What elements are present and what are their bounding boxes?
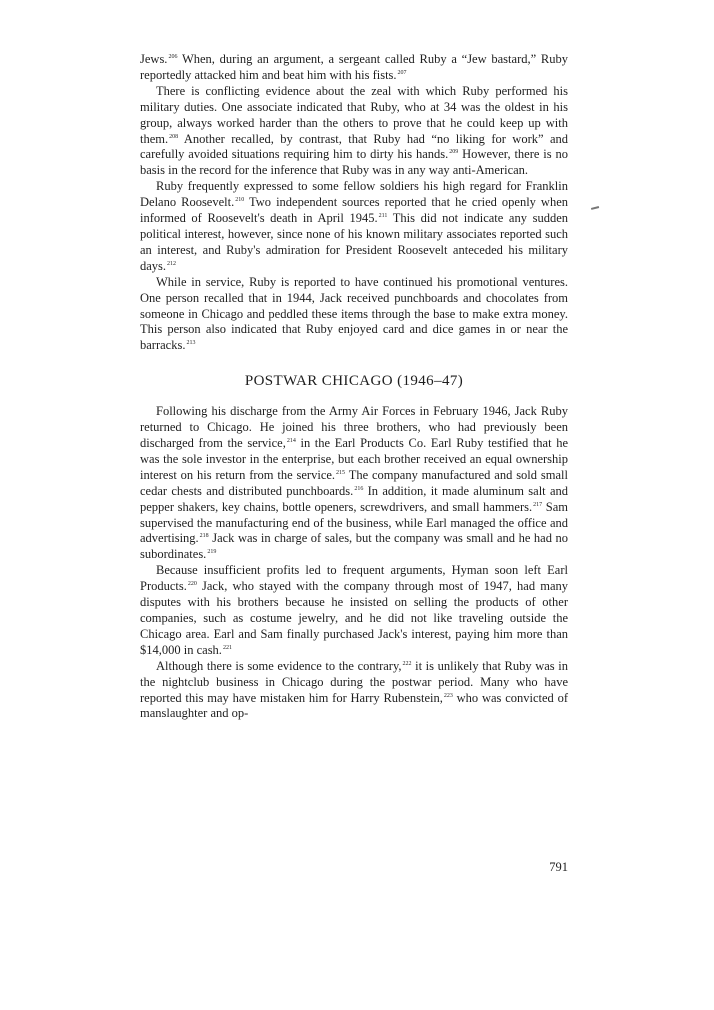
- page-body: [140, 52, 568, 722]
- text-run: in the Earl Products Co. Earl Ruby testified that he was the sole investor in the enterprise, but each brother received an equal ownership interest on his return from the service.: [140, 436, 568, 482]
- footnote-ref: 223: [443, 692, 453, 699]
- footnote-ref: 220: [187, 581, 197, 588]
- text-run: Jack, who stayed with the company through most of 1947, had many disputes with his brothers because he insisted on selling the products of other companies, such as costume jewelry, and he did not like traveling outside the Chicago area. Earl and Sam finally purchased Jack's interest, paying him more than $14,000 in cash.: [140, 579, 568, 657]
- footnote-ref: 216: [354, 485, 364, 492]
- text-run: While in service, Ruby is reported to have continued his promotional ventures. One person recalled that in 1944, Jack received punchboards and chocolates from someone in Chicago and peddled these items through the base to make extra money. This person also indicated that Ruby enjoyed card and dice games in or near the barracks.: [140, 274, 568, 353]
- text-run: Another recalled, by contrast, that Ruby had “no liking for work” and carefully avoided situations requiring him to dirty his hands.: [140, 131, 568, 162]
- text-run: When, during an argument, a sergeant called Ruby a “Jew bastard,” Ruby reportedly attacked him and beat him with his fists.: [140, 52, 568, 82]
- section-postwar-chicago: [140, 404, 568, 722]
- footnote-ref: 208: [169, 133, 179, 140]
- page-number: 791: [549, 860, 568, 874]
- footnote-ref: 211: [378, 213, 388, 220]
- text-run: Ruby frequently expressed to some fellow soldiers his high regard for Franklin Delano Roosevelt.: [140, 179, 568, 210]
- text-run: Jews.: [140, 52, 168, 66]
- paragraph: [140, 563, 568, 658]
- footnote-ref: 213: [186, 340, 196, 347]
- paragraph: [140, 179, 568, 274]
- text-run: There is conflicting evidence about the zeal with which Ruby performed his military duties. One associate indicated that Ruby, who at 34 was the oldest in his group, always worked harder than the others to prove that he could keep up with them.: [140, 83, 568, 146]
- footnote-ref: 210: [235, 197, 245, 204]
- footnote-ref: 212: [167, 260, 177, 267]
- footnote-ref: 215: [336, 469, 346, 476]
- footnote-ref: 218: [199, 533, 209, 540]
- footnote-ref: 207: [397, 69, 407, 76]
- scan-speck: [591, 206, 599, 209]
- text-run: The company manufactured and sold small cedar chests and distributed punchboards.: [140, 467, 568, 498]
- footnote-ref: 209: [449, 149, 459, 156]
- footnote-ref: 217: [533, 501, 543, 508]
- paragraph: [140, 52, 568, 84]
- section-military-service: [140, 52, 568, 354]
- text-run: Although there is some evidence to the contrary,: [156, 658, 402, 673]
- footnote-ref: 219: [207, 549, 217, 556]
- paragraph: [140, 659, 568, 723]
- section-heading: POSTWAR CHICAGO (1946–47): [244, 373, 464, 390]
- footnote-ref: 221: [222, 644, 232, 651]
- paragraph: [140, 404, 568, 563]
- text-run: Sam supervised the manufacturing end of the business, while Earl managed the office and advertising.: [140, 499, 568, 546]
- footnote-ref: 206: [168, 54, 178, 60]
- footnote-ref: 214: [286, 438, 296, 445]
- footnote-ref: 222: [402, 660, 412, 667]
- text-run: Two independent sources reported that he cried openly when informed of Roosevelt's death in April 1945.: [140, 195, 569, 226]
- text-run: This did not indicate any sudden political interest, however, since none of his known military associates reported such an interest, and Ruby's admiration for President Roosevelt anteceded his military days.: [140, 211, 568, 273]
- text-run: who was convicted of manslaughter and op-: [140, 690, 568, 721]
- text-run: Following his discharge from the Army Air Forces in February 1946, Jack Ruby returned to Chicago. He joined his three brothers, who had previously been discharged from the service,: [140, 404, 568, 451]
- text-run: Jack was in charge of sales, but the company was small and he had no subordinates.: [140, 531, 568, 562]
- text-run: it is unlikely that Ruby was in the nightclub business in Chicago during the postwar period. Many who have reported this may have mistaken him for Harry Rubenstein,: [140, 658, 569, 705]
- text-run: However, there is no basis in the record for the inference that Ruby was in any way anti-American.: [140, 147, 568, 178]
- text-run: Because insufficient profits led to frequent arguments, Hyman soon left Earl Products.: [140, 563, 568, 594]
- paragraph: [140, 275, 568, 355]
- text-run: In addition, it made aluminum salt and pepper shakers, key chains, bottle openers, screwdrivers, and small hammers.: [140, 483, 568, 514]
- paragraph: [140, 84, 568, 179]
